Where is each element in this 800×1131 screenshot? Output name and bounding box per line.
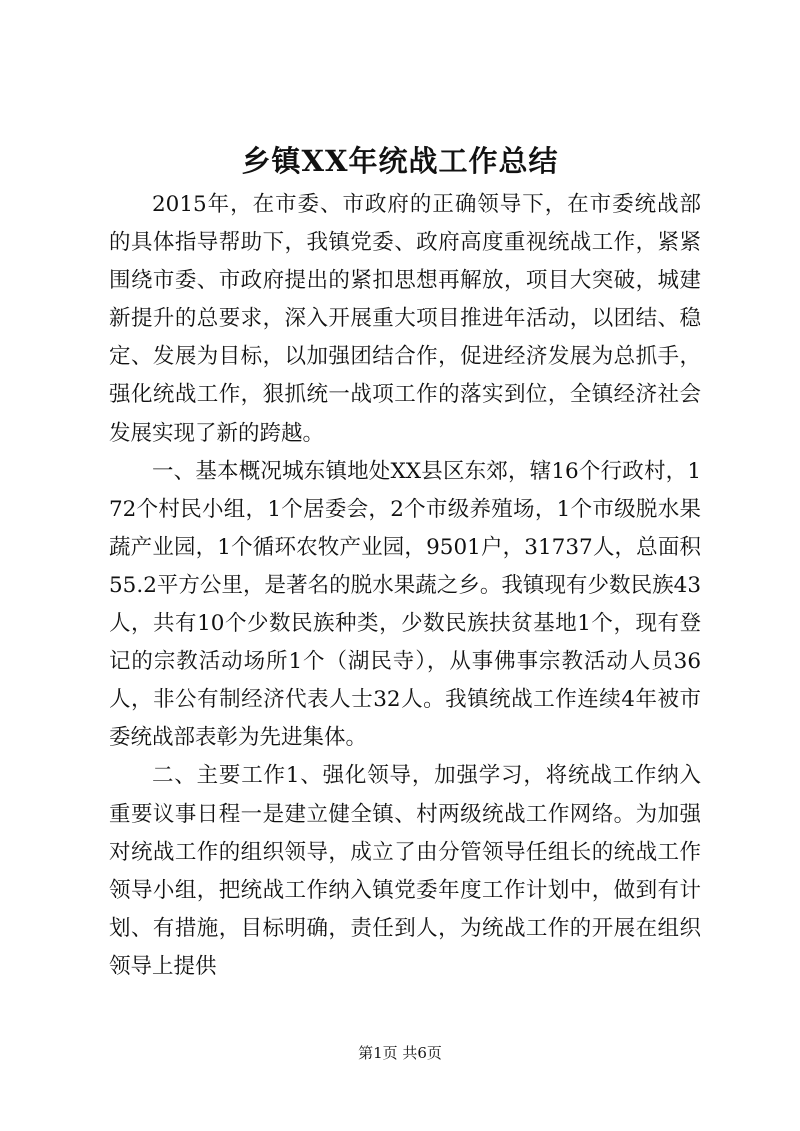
document-title: 乡镇XX年统战工作总结 (241, 144, 559, 178)
paragraph-main-work: 二、主要工作1、强化领导，加强学习，将统战工作纳入重要议事日程一是建立健全镇、村两级统战工作网络。为加强对统战工作的组织领导，成立了由分管领导任组长的统战工作领导小组，把统战工作纳入镇党委年度工作计划中，做到有计划、有措施，目标明确，责任到人，为统战工作的开展在组织领导上提供 (109, 763, 701, 979)
document-body (109, 186, 701, 986)
paragraph-overview: 一、基本概况城东镇地处XX县区东郊，辖16个行政村，172个村民小组，1个居委会，2个市级养殖场，1个市级脱水果蔬产业园，1个循环农牧产业园，9501户，31737人，总面积55.2平方公里，是著名的脱水果蔬之乡。我镇现有少数民族43人，共有10个少数民族种类，少数民族扶贫基地1个，现有登记的宗教活动场所1个（湖民寺），从事佛事宗教活动人员36人，非公有制经济代表人士32人。我镇统战工作连续4年被市委统战部表彰为先进集体。 (109, 458, 701, 751)
paragraph-intro: 2015年，在市委、市政府的正确领导下，在市委统战部的具体指导帮助下，我镇党委、政府高度重视统战工作，紧紧围绕市委、市政府提出的紧扣思想再解放，项目大突破，城建新提升的总要求，深入开展重大项目推进年活动，以团结、稳定、发展为目标，以加强团结合作，促进经济发展为总抓手，强化统战工作，狠抓统一战项工作的落实到位，全镇经济社会发展实现了新的跨越。 (109, 192, 701, 446)
page-number-footer: 第1页 共6页 (358, 1044, 442, 1062)
